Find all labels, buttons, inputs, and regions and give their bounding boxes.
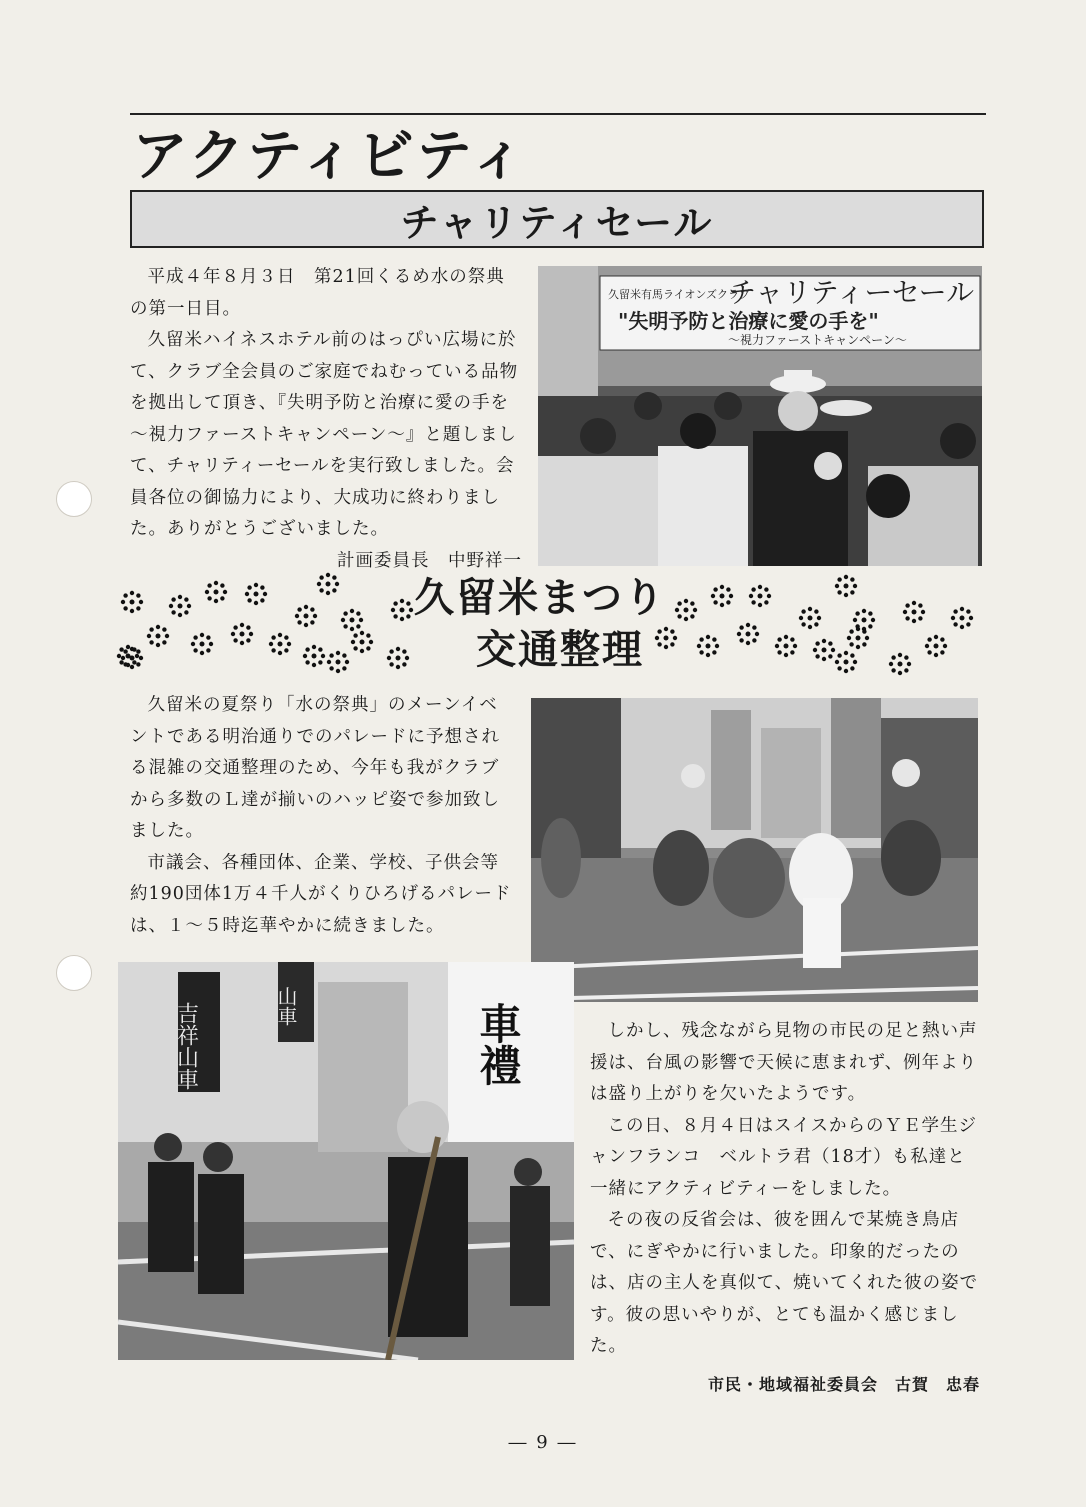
- photo-banner-title: チャリティーセール: [728, 276, 975, 309]
- photo-banner-sub: ～視力ファーストキャンペーン～: [728, 333, 907, 347]
- parade-article-part1: [130, 690, 515, 942]
- charity-paragraph-1: 平成４年８月３日 第21回くるめ水の祭典の第一日目。: [130, 267, 505, 319]
- photo-mid-banner-text: 山車: [274, 986, 298, 1026]
- parade-paragraph-4: この日、８月４日はスイスからのＹＥ学生ジャンフランコ ベルトラ君（18才）も私達と一緒にアクティビティーをしました。: [590, 1115, 977, 1199]
- photo-left-banner-text: 吉祥山車: [173, 1002, 199, 1090]
- charity-article: [130, 262, 522, 577]
- parade-title-line1: 久留米まつり: [414, 575, 666, 621]
- parade-paragraph-2: 市議会、各種団体、企業、学校、子供会等約190団体1万４千人がくりひろげるパレードは、１～５時迄華やかに続きました。: [130, 852, 512, 936]
- page-title: アクティビティ: [132, 124, 528, 189]
- parade-section-title: [330, 572, 750, 676]
- section-heading-charity: [130, 190, 984, 248]
- parade-paragraph-1: 久留米の夏祭り「水の祭典」のメーンイベントである明治通りでのパレードに予想される混雑の交通整理のため、今年も我がクラブから多数のＬ達が揃いのハッピ姿で参加致しました。: [130, 695, 500, 841]
- punch-hole-top: [56, 481, 92, 517]
- punch-hole-bottom: [56, 955, 92, 991]
- charity-signature: 計画委員長 中野祥一: [337, 550, 522, 571]
- charity-sale-photo: [538, 266, 982, 566]
- parade-article-part2: [590, 1016, 980, 1400]
- photo-banner-club: 久留米有馬ライオンズクラブ: [608, 288, 751, 301]
- parade-banners-photo: [118, 962, 574, 1360]
- parade-title-line2: 交通整理: [476, 627, 644, 673]
- section-heading-charity-text: チャリティセール: [400, 200, 714, 245]
- photo-banner-slogan: "失明予防と治療に愛の手を": [618, 309, 879, 333]
- parade-paragraph-3: しかし、残念ながら見物の市民の足と熱い声援は、台風の影響で天候に恵まれず、例年よりは盛り上がりを欠いたようです。: [590, 1021, 978, 1104]
- photo-big-banner-text: 車禮: [473, 1002, 523, 1086]
- parade-signature: 市民・地域福祉委員会 古賀 忠春: [707, 1374, 980, 1394]
- charity-paragraph-2: 久留米ハイネスホテル前のはっぴい広場に於て、クラブ全会員のご家庭でねむっている品物を拠出して頂き、『失明予防と治療に愛の手を～視力ファーストキャンペーン～』と題しまして、チャリティーセールを実行致しました。会員各位の御協力により、大成功に終わりました。ありがとうございました。: [130, 330, 519, 539]
- page-number: ― 9 ―: [508, 1432, 578, 1453]
- parade-dancers-photo: [531, 698, 978, 1002]
- parade-paragraph-5: その夜の反省会は、彼を囲んで某焼き鳥店で、にぎやかに行いました。印象的だったのは、店の主人を真似て、焼いてくれた彼の姿です。彼の思いやりが、とても温かく感じました。: [590, 1210, 979, 1356]
